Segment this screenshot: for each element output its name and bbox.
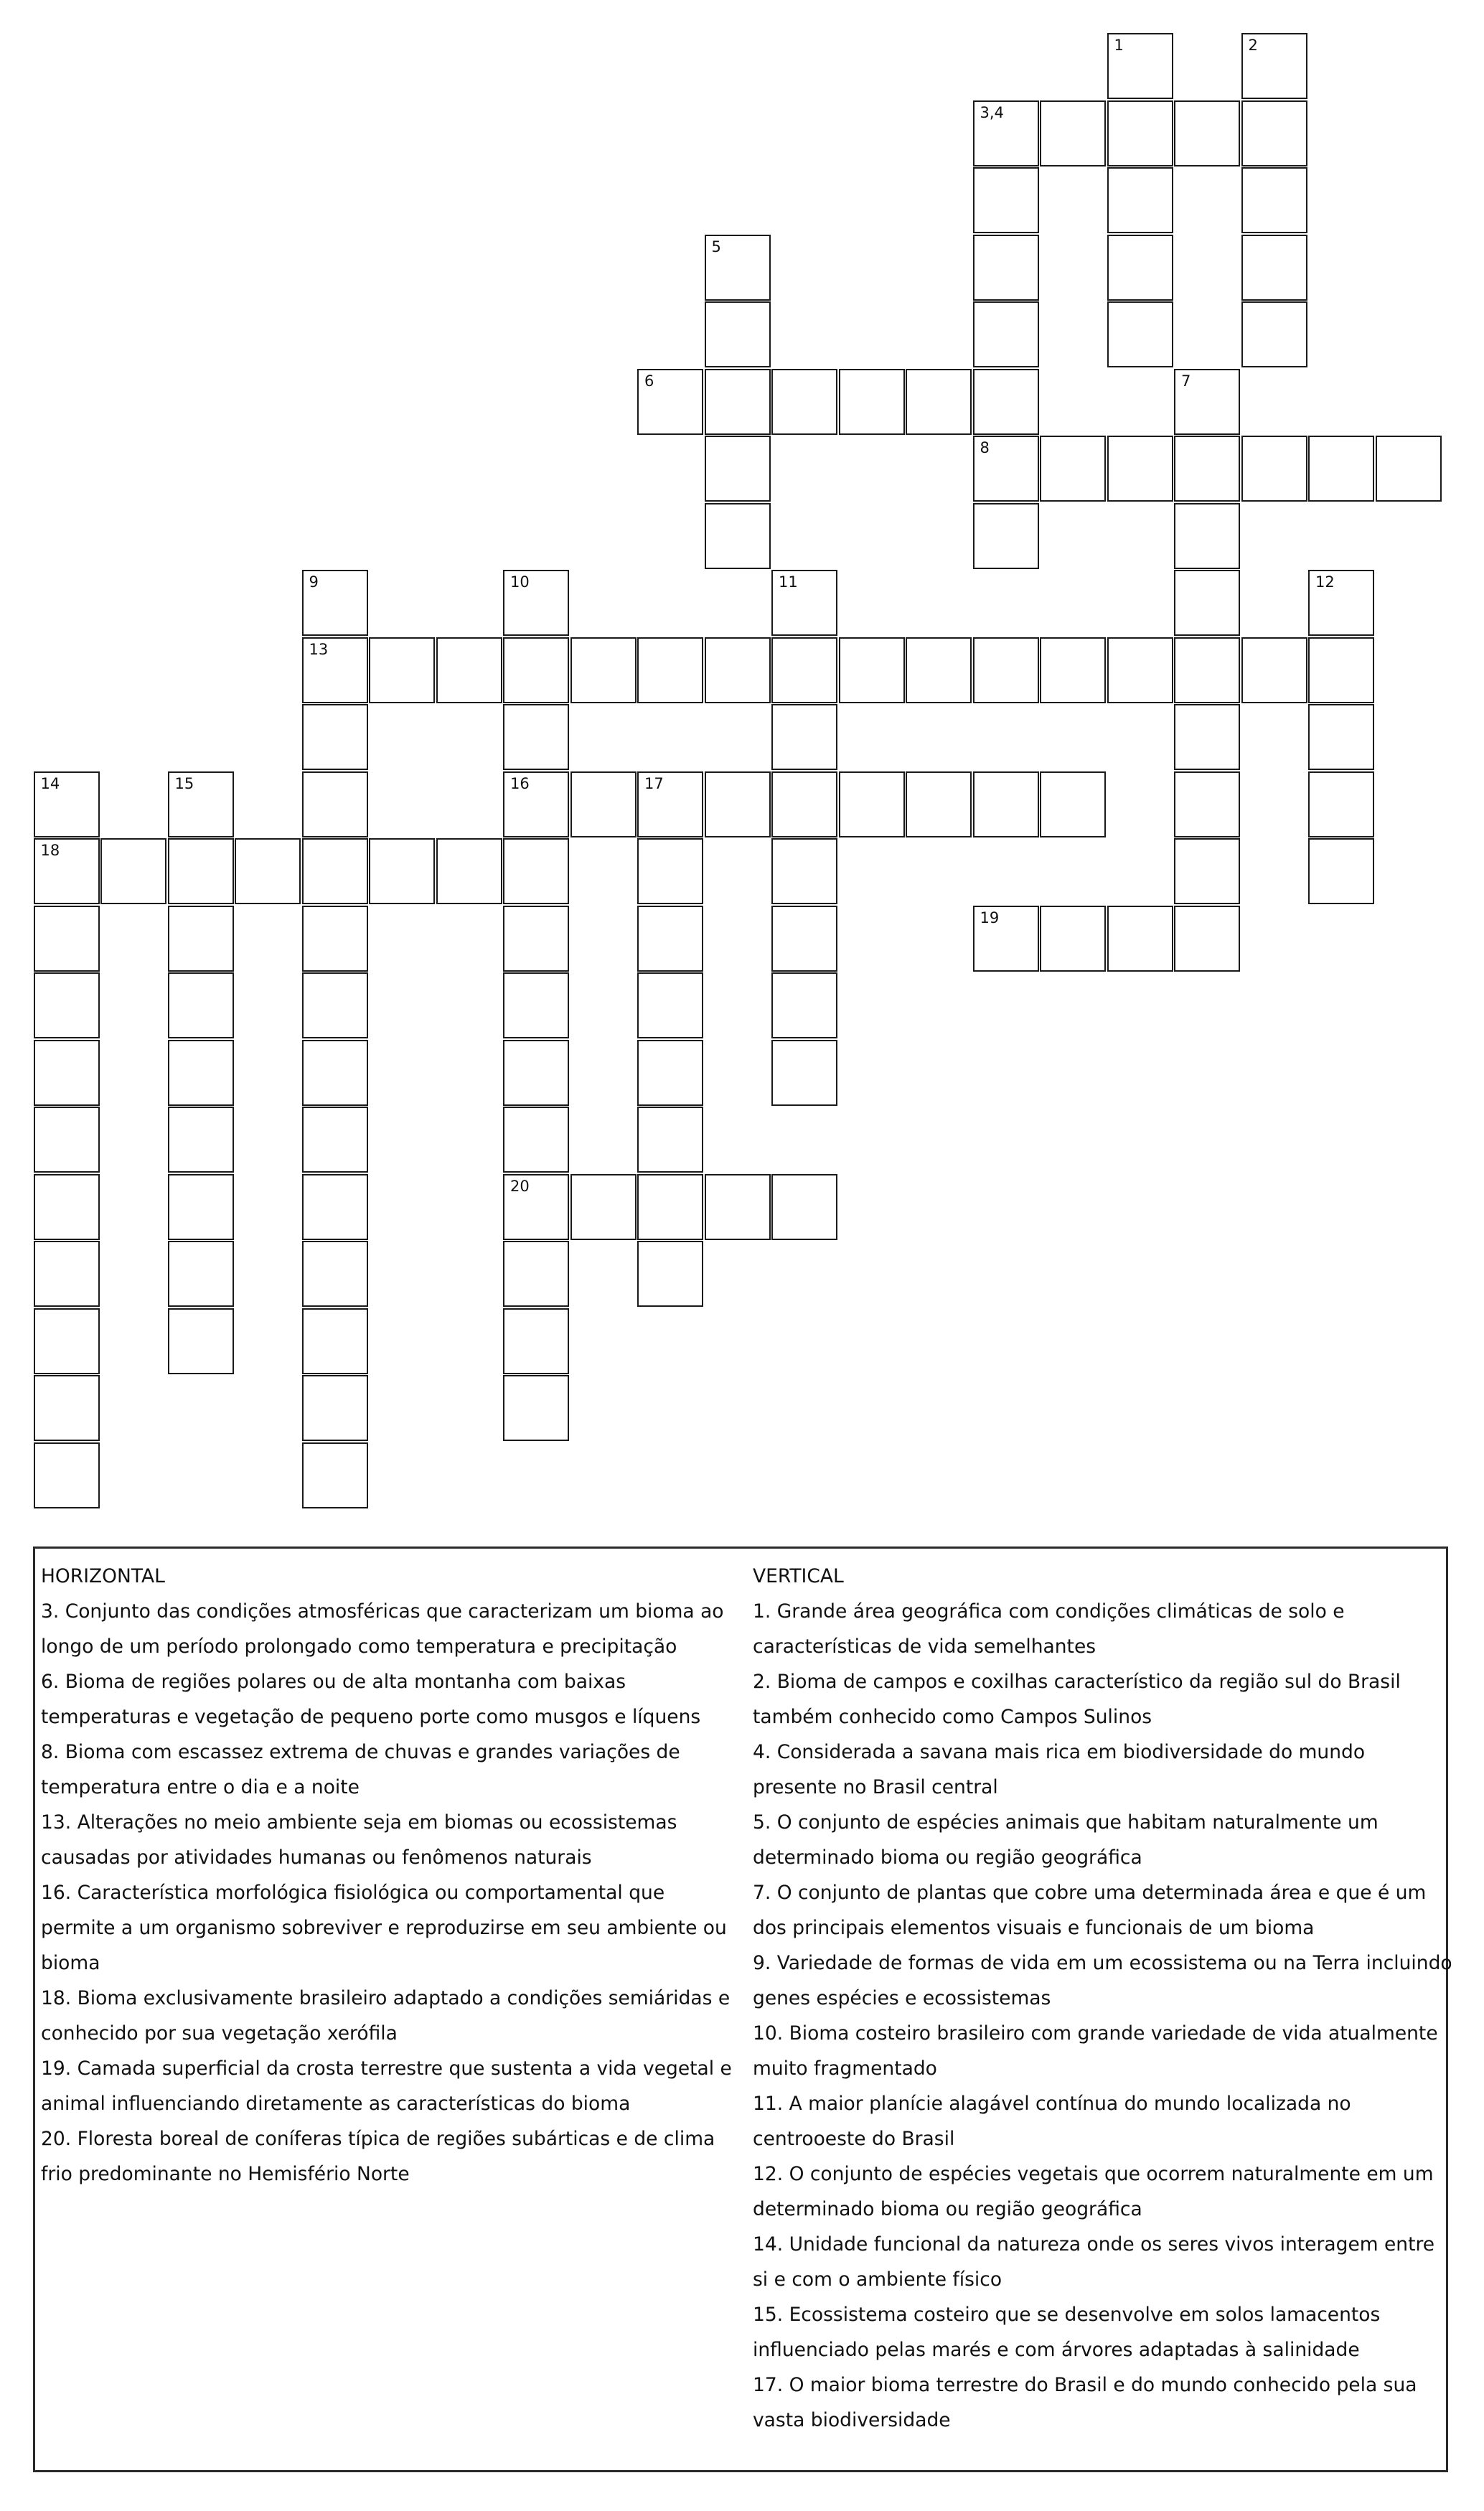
grid-cell[interactable] xyxy=(1174,369,1240,435)
clue-v-1: 1. Grande área geográfica com condições climáticas de solo e características de vida semelhantes xyxy=(753,1600,1345,1658)
cell-number: 18 xyxy=(40,842,60,859)
grid-cell[interactable] xyxy=(973,906,1039,972)
grid-cell[interactable] xyxy=(570,637,637,703)
grid-cell[interactable] xyxy=(637,972,703,1038)
cell-number: 17 xyxy=(644,774,664,792)
grid-cell[interactable] xyxy=(1174,436,1240,502)
grid-cell[interactable] xyxy=(503,637,569,703)
grid-cell[interactable] xyxy=(973,369,1039,435)
grid-cell[interactable] xyxy=(302,637,368,703)
grid-cell[interactable] xyxy=(637,771,703,837)
grid-cell[interactable] xyxy=(503,570,569,636)
grid-cell[interactable] xyxy=(1376,436,1442,502)
grid-cell[interactable] xyxy=(637,838,703,904)
grid-cell[interactable] xyxy=(503,838,569,904)
grid-cell[interactable] xyxy=(637,1107,703,1173)
grid-cell[interactable] xyxy=(34,1308,100,1374)
grid-cell[interactable] xyxy=(34,1241,100,1307)
grid-cell[interactable] xyxy=(302,1241,368,1307)
grid-cell[interactable] xyxy=(973,637,1039,703)
grid-cell[interactable] xyxy=(1308,570,1374,636)
grid-cell[interactable] xyxy=(302,838,368,904)
vertical-clues xyxy=(753,1559,1452,2438)
grid-cell[interactable] xyxy=(503,704,569,770)
grid-cell[interactable] xyxy=(436,838,502,904)
grid-cell[interactable] xyxy=(34,1375,100,1441)
grid-cell[interactable] xyxy=(34,1442,100,1508)
grid-cell[interactable] xyxy=(168,906,234,972)
grid-cell[interactable] xyxy=(1107,100,1173,166)
clue-v-12: 12. O conjunto de espécies vegetais que ocorrem naturalmente em um determinado bioma ou região geográfica xyxy=(753,2163,1434,2220)
grid-cell[interactable] xyxy=(1308,771,1374,837)
grid-cell[interactable] xyxy=(1174,838,1240,904)
clue-h-19: 19. Camada superficial da crosta terrestre que sustenta a vida vegetal e animal influenciando diretamente as características do bioma xyxy=(41,2057,732,2115)
grid-cell[interactable] xyxy=(503,1040,569,1106)
horizontal-title: HORIZONTAL xyxy=(41,1565,165,1587)
cell-number: 1 xyxy=(1114,37,1124,54)
cell-number: 12 xyxy=(1315,573,1335,591)
clue-v-9: 9. Variedade de formas de vida em um ecossistema ou na Terra incluindo genes espécies e ecossistemas xyxy=(753,1952,1452,2009)
clue-h-18: 18. Bioma exclusivamente brasileiro adaptado a condições semiáridas e conhecido por sua vegetação xerófila xyxy=(41,1987,731,2045)
cell-number: 16 xyxy=(510,774,530,792)
cell-number: 2 xyxy=(1248,37,1258,54)
grid-cell[interactable] xyxy=(369,838,435,904)
cell-number: 13 xyxy=(309,640,329,658)
grid-cell[interactable] xyxy=(503,771,569,837)
grid-cell[interactable] xyxy=(34,1040,100,1106)
grid-cell[interactable] xyxy=(973,503,1039,569)
grid-cell[interactable] xyxy=(1241,301,1307,367)
grid-cell[interactable] xyxy=(570,771,637,837)
clue-h-13: 13. Alterações no meio ambiente seja em biomas ou ecossistemas causadas por atividades humanas ou fenômenos naturais xyxy=(41,1811,677,1869)
grid-cell[interactable] xyxy=(705,637,771,703)
cell-number: 15 xyxy=(174,774,194,792)
grid-cell[interactable] xyxy=(1107,167,1173,233)
grid-cell[interactable] xyxy=(1174,771,1240,837)
clue-v-17: 17. O maior bioma terrestre do Brasil e do mundo conhecido pela sua vasta biodiversidade xyxy=(753,2374,1417,2431)
grid-cell[interactable] xyxy=(1174,906,1240,972)
grid-cell[interactable] xyxy=(771,570,837,636)
grid-cell[interactable] xyxy=(168,1174,234,1240)
grid-cell[interactable] xyxy=(302,1442,368,1508)
grid-cell[interactable] xyxy=(1040,100,1106,166)
clue-v-11: 11. A maior planície alagável contínua do mundo localizada no centrooeste do Brasil xyxy=(753,2093,1351,2150)
cell-number: 6 xyxy=(644,372,654,390)
grid-cell[interactable] xyxy=(168,1308,234,1374)
grid-cell[interactable] xyxy=(1040,436,1106,502)
grid-cell[interactable] xyxy=(168,972,234,1038)
grid-cell[interactable] xyxy=(1107,301,1173,367)
cell-number: 19 xyxy=(980,909,1000,926)
grid-cell[interactable] xyxy=(906,771,972,837)
grid-cell[interactable] xyxy=(637,369,703,435)
grid-cell[interactable] xyxy=(1107,637,1173,703)
grid-cell[interactable] xyxy=(1241,436,1307,502)
cell-number: 7 xyxy=(1181,372,1191,390)
grid-cell[interactable] xyxy=(168,771,234,837)
grid-cell[interactable] xyxy=(1040,637,1106,703)
grid-cell[interactable] xyxy=(771,838,837,904)
grid-cell[interactable] xyxy=(1107,906,1173,972)
clue-h-3: 3. Conjunto das condições atmosféricas que caracterizam um bioma ao longo de um período prolongado como temperatura e precipitação xyxy=(41,1600,724,1658)
grid-cell[interactable] xyxy=(973,100,1039,166)
grid-cell[interactable] xyxy=(34,771,100,837)
grid-cell[interactable] xyxy=(302,972,368,1038)
grid-cell[interactable] xyxy=(1174,503,1240,569)
clue-h-6: 6. Bioma de regiões polares ou de alta montanha com baixas temperaturas e vegetação de pequeno porte como musgos e líquens xyxy=(41,1671,701,1728)
grid-cell[interactable] xyxy=(637,1241,703,1307)
clue-v-10: 10. Bioma costeiro brasileiro com grande variedade de vida atualmente muito fragmentado xyxy=(753,2022,1438,2080)
grid-cell[interactable] xyxy=(705,436,771,502)
grid-cell[interactable] xyxy=(1241,33,1307,99)
grid-cell[interactable] xyxy=(906,637,972,703)
horizontal-clues xyxy=(41,1559,744,2192)
grid-cell[interactable] xyxy=(705,369,771,435)
grid-cell[interactable] xyxy=(771,704,837,770)
grid-cell[interactable] xyxy=(302,1040,368,1106)
grid-cell[interactable] xyxy=(771,906,837,972)
grid-cell[interactable] xyxy=(302,1308,368,1374)
cell-number: 10 xyxy=(510,573,530,591)
grid-cell[interactable] xyxy=(1174,570,1240,636)
grid-cell[interactable] xyxy=(503,1308,569,1374)
grid-cell[interactable] xyxy=(1107,235,1173,301)
grid-cell[interactable] xyxy=(973,301,1039,367)
grid-cell[interactable] xyxy=(503,1375,569,1441)
grid-cell[interactable] xyxy=(302,704,368,770)
grid-cell[interactable] xyxy=(973,436,1039,502)
clue-v-7: 7. O conjunto de plantas que cobre uma determinada área e que é um dos principais elementos visuais e funcionais de um bioma xyxy=(753,1882,1427,1939)
grid-cell[interactable] xyxy=(771,1040,837,1106)
grid-cell[interactable] xyxy=(1040,771,1106,837)
grid-cell[interactable] xyxy=(839,771,905,837)
grid-cell[interactable] xyxy=(973,167,1039,233)
cell-number: 8 xyxy=(980,439,990,456)
grid-cell[interactable] xyxy=(839,637,905,703)
cell-number: 3,4 xyxy=(980,103,1004,121)
grid-cell[interactable] xyxy=(302,570,368,636)
grid-cell[interactable] xyxy=(705,503,771,569)
grid-cell[interactable] xyxy=(771,972,837,1038)
grid-cell[interactable] xyxy=(1107,436,1173,502)
grid-cell[interactable] xyxy=(168,1107,234,1173)
grid-cell[interactable] xyxy=(168,1040,234,1106)
grid-cell[interactable] xyxy=(1174,704,1240,770)
grid-cell[interactable] xyxy=(1241,167,1307,233)
cell-number: 5 xyxy=(711,238,721,255)
grid-cell[interactable] xyxy=(1241,100,1307,166)
cell-number: 20 xyxy=(510,1177,530,1195)
grid-cell[interactable] xyxy=(369,637,435,703)
cell-number: 9 xyxy=(309,573,319,591)
grid-cell[interactable] xyxy=(34,838,100,904)
grid-cell[interactable] xyxy=(302,1375,368,1441)
grid-cell[interactable] xyxy=(34,906,100,972)
grid-cell[interactable] xyxy=(235,838,301,904)
clue-v-14: 14. Unidade funcional da natureza onde os seres vivos interagem entre si e com o ambiente físico xyxy=(753,2233,1435,2291)
grid-cell[interactable] xyxy=(906,369,972,435)
grid-cell[interactable] xyxy=(1308,838,1374,904)
clue-h-16: 16. Característica morfológica fisiológica ou comportamental que permite a um organismo sobreviver e reproduzirse em seu ambiente ou bioma xyxy=(41,1882,727,1974)
grid-cell[interactable] xyxy=(1308,637,1374,703)
grid-cell[interactable] xyxy=(436,637,502,703)
grid-cell[interactable] xyxy=(771,369,837,435)
grid-cell[interactable] xyxy=(302,906,368,972)
grid-cell[interactable] xyxy=(973,771,1039,837)
clue-v-2: 2. Bioma de campos e coxilhas característico da região sul do Brasil também conhecido como Campos Sulinos xyxy=(753,1671,1401,1728)
grid-cell[interactable] xyxy=(34,1174,100,1240)
cell-number: 11 xyxy=(779,573,798,591)
grid-cell[interactable] xyxy=(839,369,905,435)
grid-cell[interactable] xyxy=(100,838,166,904)
grid-cell[interactable] xyxy=(503,906,569,972)
grid-cell[interactable] xyxy=(503,972,569,1038)
clue-v-4: 4. Considerada a savana mais rica em biodiversidade do mundo presente no Brasil central xyxy=(753,1741,1366,1798)
grid-cell[interactable] xyxy=(771,771,837,837)
clue-h-20: 20. Floresta boreal de coníferas típica de regiões subárticas e de clima frio predominante no Hemisfério Norte xyxy=(41,2128,715,2185)
grid-cell[interactable] xyxy=(771,637,837,703)
grid-cell[interactable] xyxy=(637,906,703,972)
grid-cell[interactable] xyxy=(34,972,100,1038)
clue-h-8: 8. Bioma com escassez extrema de chuvas e grandes variações de temperatura entre o dia e a noite xyxy=(41,1741,680,1798)
grid-cell[interactable] xyxy=(637,637,703,703)
grid-cell[interactable] xyxy=(1174,100,1240,166)
grid-cell[interactable] xyxy=(1040,906,1106,972)
grid-cell[interactable] xyxy=(637,1040,703,1106)
grid-cell[interactable] xyxy=(34,1107,100,1173)
grid-cell[interactable] xyxy=(1174,637,1240,703)
grid-cell[interactable] xyxy=(503,1241,569,1307)
grid-cell[interactable] xyxy=(1107,33,1173,99)
grid-cell[interactable] xyxy=(705,1174,771,1240)
grid-cell[interactable] xyxy=(570,1174,637,1240)
clue-v-15: 15. Ecossistema costeiro que se desenvolve em solos lamacentos influenciado pelas marés e com árvores adaptadas à salinidade xyxy=(753,2304,1381,2361)
grid-cell[interactable] xyxy=(1241,235,1307,301)
cell-number: 14 xyxy=(40,774,60,792)
grid-cell[interactable] xyxy=(168,1241,234,1307)
grid-cell[interactable] xyxy=(705,771,771,837)
grid-cell[interactable] xyxy=(503,1107,569,1173)
grid-cell[interactable] xyxy=(973,235,1039,301)
grid-cell[interactable] xyxy=(503,1174,569,1240)
grid-cell[interactable] xyxy=(302,771,368,837)
clues-box xyxy=(33,1547,1452,2472)
grid-cell[interactable] xyxy=(1308,436,1374,502)
grid-cell[interactable] xyxy=(705,235,771,301)
clue-v-5: 5. O conjunto de espécies animais que habitam naturalmente um determinado bioma ou região geográfica xyxy=(753,1811,1379,1869)
grid-cell[interactable] xyxy=(1308,704,1374,770)
vertical-title: VERTICAL xyxy=(753,1565,844,1587)
grid-cell[interactable] xyxy=(302,1174,368,1240)
grid-cell[interactable] xyxy=(168,838,234,904)
grid-cell[interactable] xyxy=(302,1107,368,1173)
grid-cell[interactable] xyxy=(637,1174,703,1240)
grid-cell[interactable] xyxy=(1241,637,1307,703)
grid-cell[interactable] xyxy=(705,301,771,367)
grid-cell[interactable] xyxy=(771,1174,837,1240)
